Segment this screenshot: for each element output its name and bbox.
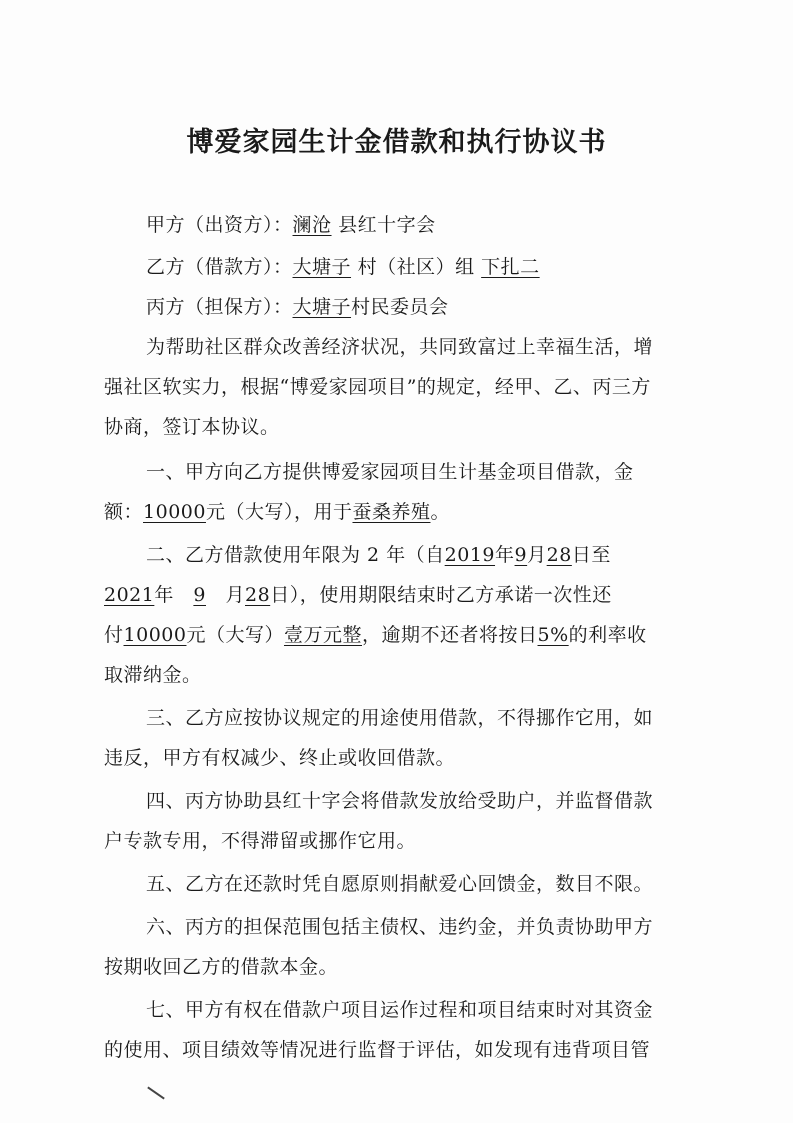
party-a-text: 县红十字会	[338, 214, 436, 236]
clause2-text-c: ，逾期不还者将按日	[362, 624, 538, 646]
clause1-label: 额：	[104, 501, 144, 523]
clause5-line-1: 五、乙方在还款时凭自愿原则捐献爱心回馈金，数目不限。	[146, 873, 654, 895]
pen-mark	[147, 1086, 165, 1099]
clause6-line-2: 按期收回乙方的借款本金。	[104, 956, 339, 978]
intro-line-1: 为帮助社区群众改善经济状况，共同致富过上幸福生活，增	[146, 336, 654, 358]
intro-line-2: 强社区软实力，根据“博爱家园项目”的规定，经甲、乙、丙三方	[104, 376, 651, 398]
party-b-line	[146, 252, 540, 279]
party-b-village: 大塘子	[292, 256, 352, 278]
party-c-village: 大塘子	[292, 296, 352, 318]
clause1-text: 元（大写），用于	[205, 501, 353, 523]
clause1-line-2	[104, 497, 450, 524]
clause2-text-a: 二、乙方借款使用年限为 2 年（自	[146, 544, 445, 566]
clause1-line-1: 一、甲方向乙方提供博爱家园项目生计基金项目借款，金	[146, 461, 634, 483]
document-title: 博爱家园生计金借款和执行协议书	[186, 127, 607, 158]
start-day: 28	[546, 544, 572, 566]
clause2-capital-label: 元（大写）	[186, 624, 284, 646]
start-year: 2019	[444, 544, 496, 566]
clause2-day-unit: 日至	[571, 544, 611, 566]
clause2-line-4: 取滞纳金。	[104, 664, 202, 686]
clause2-month-unit-2: 月	[225, 584, 246, 606]
party-a-label: 甲方（出资方）：	[146, 214, 293, 236]
loan-purpose: 蚕桑养殖	[352, 501, 431, 523]
party-b-group: 下扎二	[481, 256, 540, 278]
clause2-line-1	[146, 540, 611, 567]
clause2-text-d: 的利率收	[568, 624, 647, 646]
clause3-line-1: 三、乙方应按协议规定的用途使用借款，不得挪作它用，如	[146, 707, 654, 729]
clause2-month-unit: 月	[527, 544, 547, 566]
party-a-line	[146, 210, 436, 237]
party-c-text: 村民委员会	[351, 296, 449, 318]
party-b-label: 乙方（借款方）：	[146, 256, 293, 278]
party-c-line	[146, 292, 449, 319]
clause7-line-1: 七、甲方有权在借款户项目运作过程和项目结束时对其资金	[146, 999, 654, 1021]
end-year: 2021	[104, 584, 155, 606]
end-day: 28	[245, 584, 271, 606]
clause3-line-2: 违反，甲方有权减少、终止或收回借款。	[104, 747, 456, 769]
clause2-year-unit: 年	[495, 544, 515, 566]
clause4-line-2: 户专款专用，不得滞留或挪作它用。	[104, 830, 417, 852]
clause6-line-1: 六、丙方的担保范围包括主债权、违约金，并负责协助甲方	[146, 916, 654, 938]
clause4-line-1: 四、丙方协助县红十字会将借款发放给受助户，并监督借款	[146, 790, 654, 812]
clause2-repay-label: 付	[104, 624, 124, 646]
repay-amount-chinese: 壹万元整	[283, 624, 362, 646]
late-fee-rate: 5%	[537, 624, 569, 646]
intro-line-3: 协商，签订本协议。	[104, 416, 280, 438]
clause1-end: 。	[430, 501, 451, 523]
party-c-label: 丙方（担保方）：	[146, 296, 293, 318]
repay-amount: 10000	[123, 624, 187, 646]
clause2-text-b: 日），使用期限结束时乙方承诺一次性还	[270, 584, 612, 606]
loan-amount: 10000	[143, 501, 206, 523]
clause7-line-2: 的使用、项目绩效等情况进行监督于评估，如发现有违背项目管	[104, 1039, 651, 1061]
clause2-line-2	[104, 580, 612, 607]
clause2-line-3	[104, 620, 647, 647]
end-month: 9	[193, 584, 206, 606]
party-a-county: 澜沧	[292, 214, 332, 236]
start-month: 9	[514, 544, 528, 566]
party-b-text: 村（社区）组	[357, 256, 475, 278]
clause2-year-unit-2: 年	[154, 584, 174, 606]
